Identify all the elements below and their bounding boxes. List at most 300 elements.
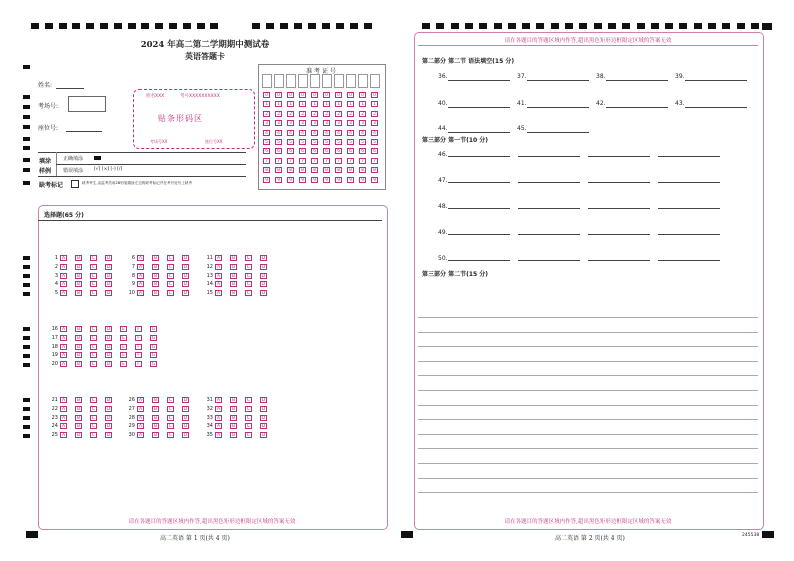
ticket-digit-bubble[interactable]: 0	[275, 92, 282, 98]
ticket-digit-bubble[interactable]: 4	[323, 130, 330, 136]
grammar-blank[interactable]	[527, 107, 589, 108]
answer-bubble[interactable]: C	[91, 335, 96, 341]
ticket-digit-bubble[interactable]: 6	[371, 148, 378, 154]
correction-line[interactable]	[518, 156, 580, 157]
ticket-digit-bubble[interactable]: 9	[347, 177, 354, 183]
writing-line[interactable]	[418, 317, 758, 318]
answer-bubble[interactable]: F	[135, 344, 142, 350]
answer-bubble[interactable]: D	[106, 335, 111, 341]
ticket-digit-bubble[interactable]: 2	[287, 111, 294, 117]
writing-line[interactable]	[418, 332, 758, 333]
answer-bubble[interactable]: C	[91, 256, 96, 261]
ticket-digit-bubble[interactable]: 6	[335, 148, 342, 154]
answer-bubble[interactable]: B	[76, 353, 81, 359]
ticket-digit-bubble[interactable]: 5	[299, 139, 306, 145]
ticket-digit-bubble[interactable]: 6	[311, 148, 318, 154]
answer-bubble[interactable]: B	[76, 398, 81, 403]
answer-bubble[interactable]: A	[61, 353, 66, 359]
writing-line[interactable]	[418, 478, 758, 479]
answer-bubble[interactable]: D	[106, 273, 111, 279]
ticket-digit-bubble[interactable]: 7	[335, 158, 342, 164]
answer-bubble[interactable]: D	[261, 398, 266, 403]
ticket-digit-bubble[interactable]: 2	[371, 111, 378, 117]
ticket-digit-bubble[interactable]: 8	[371, 167, 378, 173]
correction-line[interactable]	[588, 156, 650, 157]
answer-bubble[interactable]: A	[138, 433, 143, 439]
answer-bubble[interactable]: A	[61, 264, 66, 270]
ticket-digit-bubble[interactable]: 6	[287, 148, 294, 154]
answer-bubble[interactable]: B	[76, 327, 81, 332]
ticket-digit-bubble[interactable]: 5	[347, 139, 354, 145]
answer-bubble[interactable]: A	[61, 327, 66, 332]
answer-bubble[interactable]: D	[183, 398, 188, 403]
ticket-digit-bubble[interactable]: 7	[287, 158, 294, 164]
writing-line[interactable]	[418, 390, 758, 391]
answer-bubble[interactable]: B	[76, 362, 81, 368]
answer-bubble[interactable]: A	[138, 398, 143, 403]
answer-bubble[interactable]: C	[91, 264, 96, 270]
answer-bubble[interactable]: C	[91, 406, 96, 412]
answer-bubble[interactable]: D	[261, 256, 266, 261]
correction-line[interactable]	[448, 182, 510, 183]
grammar-blank[interactable]	[527, 80, 589, 81]
ticket-digit-bubble[interactable]: 1	[371, 101, 378, 107]
answer-bubble[interactable]: D	[106, 256, 111, 261]
answer-bubble[interactable]: C	[91, 398, 96, 403]
ticket-digit-bubble[interactable]: 8	[299, 167, 306, 173]
answer-bubble[interactable]: G	[151, 344, 156, 350]
ticket-digit-bubble[interactable]: 3	[371, 120, 378, 126]
ticket-digit-bubble[interactable]: 5	[371, 139, 378, 145]
ticket-digit-bubble[interactable]: 0	[323, 92, 330, 98]
answer-bubble[interactable]: B	[231, 256, 236, 261]
answer-bubble[interactable]: C	[168, 291, 173, 297]
answer-bubble[interactable]: B	[76, 433, 81, 439]
answer-bubble[interactable]: G	[151, 327, 156, 332]
grammar-blank[interactable]	[685, 80, 747, 81]
answer-bubble[interactable]: B	[153, 406, 158, 412]
answer-bubble[interactable]: C	[246, 264, 251, 270]
writing-line[interactable]	[418, 492, 758, 493]
ticket-digit-bubble[interactable]: 5	[275, 139, 282, 145]
answer-bubble[interactable]: D	[106, 327, 111, 332]
answer-bubble[interactable]: D	[261, 291, 266, 297]
answer-bubble[interactable]: B	[76, 415, 81, 421]
answer-bubble[interactable]: C	[91, 327, 96, 332]
ticket-digit-bubble[interactable]: 7	[371, 158, 378, 164]
ticket-digit-bubble[interactable]: 1	[311, 101, 318, 107]
ticket-digit-bubble[interactable]: 9	[335, 177, 342, 183]
ticket-digit-bubble[interactable]: 9	[287, 177, 294, 183]
answer-bubble[interactable]: C	[168, 398, 173, 403]
writing-line[interactable]	[418, 434, 758, 435]
answer-bubble[interactable]: D	[183, 264, 188, 270]
answer-bubble[interactable]: A	[61, 291, 66, 297]
answer-bubble[interactable]: D	[106, 424, 111, 430]
answer-bubble[interactable]: A	[216, 398, 221, 403]
answer-bubble[interactable]: C	[91, 424, 96, 430]
ticket-digit-bubble[interactable]: 6	[263, 148, 270, 154]
answer-bubble[interactable]: B	[231, 264, 236, 270]
answer-bubble[interactable]: B	[153, 291, 158, 297]
answer-bubble[interactable]: B	[153, 264, 158, 270]
answer-bubble[interactable]: C	[91, 291, 96, 297]
answer-bubble[interactable]: D	[183, 415, 188, 421]
ticket-digit-bubble[interactable]: 4	[359, 130, 366, 136]
answer-bubble[interactable]: D	[183, 282, 188, 288]
ticket-digit-bubble[interactable]: 4	[311, 130, 318, 136]
answer-bubble[interactable]: D	[261, 433, 266, 439]
answer-bubble[interactable]: A	[138, 256, 143, 261]
answer-bubble[interactable]: B	[76, 282, 81, 288]
answer-bubble[interactable]: F	[135, 361, 142, 367]
ticket-digit-bubble[interactable]: 2	[359, 111, 366, 117]
exam-room-field[interactable]	[68, 96, 106, 112]
answer-bubble[interactable]: A	[216, 282, 221, 288]
ticket-digit-bubble[interactable]: 6	[299, 148, 306, 154]
ticket-digit-bubble[interactable]: 3	[323, 120, 330, 126]
ticket-digit-bubble[interactable]: 3	[335, 120, 342, 126]
answer-bubble[interactable]: C	[91, 433, 96, 439]
answer-bubble[interactable]: B	[76, 406, 81, 412]
correction-line[interactable]	[658, 234, 720, 235]
ticket-digit-bubble[interactable]: 1	[335, 101, 342, 107]
answer-bubble[interactable]: B	[153, 433, 158, 439]
writing-line[interactable]	[418, 448, 758, 449]
ticket-digit-bubble[interactable]: 9	[359, 177, 366, 183]
ticket-digit-bubble[interactable]: 0	[359, 92, 366, 98]
correction-line[interactable]	[448, 234, 510, 235]
grammar-blank[interactable]	[448, 80, 510, 81]
ticket-digit-bubble[interactable]: 4	[275, 130, 282, 136]
ticket-digit-bubble[interactable]: 4	[263, 130, 270, 136]
correction-line[interactable]	[518, 260, 580, 261]
answer-bubble[interactable]: B	[76, 256, 81, 261]
answer-bubble[interactable]: A	[61, 424, 66, 430]
ticket-digit-bubble[interactable]: 8	[347, 167, 354, 173]
ticket-digit-bubble[interactable]: 8	[311, 167, 318, 173]
ticket-digit-bubble[interactable]: 2	[335, 111, 342, 117]
correction-line[interactable]	[588, 234, 650, 235]
answer-bubble[interactable]: D	[106, 282, 111, 288]
answer-bubble[interactable]: C	[91, 353, 96, 359]
answer-bubble[interactable]: A	[61, 415, 66, 421]
ticket-digit-bubble[interactable]: 8	[323, 167, 330, 173]
ticket-digit-bubble[interactable]: 0	[263, 92, 270, 98]
answer-bubble[interactable]: D	[183, 406, 188, 412]
ticket-digit-bubble[interactable]: 7	[311, 158, 318, 164]
answer-bubble[interactable]: B	[153, 282, 158, 288]
correction-line[interactable]	[658, 208, 720, 209]
correction-line[interactable]	[588, 208, 650, 209]
answer-bubble[interactable]: A	[216, 406, 221, 412]
answer-bubble[interactable]: B	[153, 273, 158, 279]
writing-line[interactable]	[418, 375, 758, 376]
answer-bubble[interactable]: D	[261, 273, 266, 279]
answer-bubble[interactable]: C	[168, 424, 173, 430]
answer-bubble[interactable]: C	[246, 433, 251, 439]
answer-bubble[interactable]: A	[216, 291, 221, 297]
answer-bubble[interactable]: B	[231, 291, 236, 297]
answer-bubble[interactable]: B	[76, 344, 81, 350]
grammar-blank[interactable]	[448, 107, 510, 108]
answer-bubble[interactable]: D	[183, 433, 188, 439]
ticket-digit-bubble[interactable]: 7	[347, 158, 354, 164]
answer-bubble[interactable]: B	[153, 424, 158, 430]
correction-line[interactable]	[658, 260, 720, 261]
ticket-digit-bubble[interactable]: 9	[275, 177, 282, 183]
correction-line[interactable]	[588, 260, 650, 261]
correction-line[interactable]	[518, 234, 580, 235]
ticket-digit-bubble[interactable]: 5	[335, 139, 342, 145]
ticket-digit-bubble[interactable]: 0	[371, 92, 378, 98]
answer-bubble[interactable]: C	[91, 344, 96, 350]
answer-bubble[interactable]: B	[153, 415, 158, 421]
ticket-digit-bubble[interactable]: 3	[347, 120, 354, 126]
answer-bubble[interactable]: A	[138, 406, 143, 412]
ticket-digit-bubble[interactable]: 1	[263, 101, 270, 107]
ticket-digit-bubble[interactable]: 6	[275, 148, 282, 154]
answer-bubble[interactable]: B	[231, 273, 236, 279]
ticket-digit-bubble[interactable]: 8	[359, 167, 366, 173]
writing-line[interactable]	[418, 463, 758, 464]
answer-bubble[interactable]: B	[76, 273, 81, 279]
answer-bubble[interactable]: C	[246, 424, 251, 430]
answer-bubble[interactable]: G	[151, 353, 156, 359]
answer-bubble[interactable]: B	[231, 406, 236, 412]
answer-bubble[interactable]: D	[183, 273, 188, 279]
seat-field[interactable]	[66, 131, 102, 132]
answer-bubble[interactable]: B	[231, 424, 236, 430]
answer-bubble[interactable]: A	[216, 273, 221, 279]
ticket-digit-bubble[interactable]: 9	[263, 177, 270, 183]
answer-bubble[interactable]: A	[61, 273, 66, 279]
answer-bubble[interactable]: F	[135, 335, 142, 341]
ticket-digit-bubble[interactable]: 7	[323, 158, 330, 164]
answer-bubble[interactable]: A	[216, 415, 221, 421]
ticket-digit-bubble[interactable]: 6	[323, 148, 330, 154]
answer-bubble[interactable]: B	[153, 398, 158, 403]
writing-line[interactable]	[418, 361, 758, 362]
ticket-digit-bubble[interactable]: 8	[275, 167, 282, 173]
answer-bubble[interactable]: E	[120, 326, 127, 332]
correction-line[interactable]	[518, 208, 580, 209]
answer-bubble[interactable]: E	[120, 335, 127, 341]
writing-line[interactable]	[418, 405, 758, 406]
answer-bubble[interactable]: A	[216, 433, 221, 439]
ticket-digit-bubble[interactable]: 2	[263, 111, 270, 117]
answer-bubble[interactable]: C	[168, 273, 173, 279]
answer-bubble[interactable]: D	[183, 424, 188, 430]
answer-bubble[interactable]: A	[138, 424, 143, 430]
ticket-digit-bubble[interactable]: 8	[263, 167, 270, 173]
answer-bubble[interactable]: B	[231, 433, 236, 439]
answer-bubble[interactable]: D	[106, 398, 111, 403]
writing-line[interactable]	[418, 346, 758, 347]
grammar-blank[interactable]	[606, 107, 668, 108]
answer-bubble[interactable]: A	[61, 398, 66, 403]
answer-bubble[interactable]: D	[106, 362, 111, 368]
ticket-digit-bubble[interactable]: 1	[323, 101, 330, 107]
answer-bubble[interactable]: A	[61, 406, 66, 412]
answer-bubble[interactable]: D	[261, 282, 266, 288]
ticket-digit-bubble[interactable]: 3	[287, 120, 294, 126]
ticket-digit-bubble[interactable]: 9	[371, 177, 378, 183]
correction-line[interactable]	[448, 156, 510, 157]
ticket-digit-bubble[interactable]: 6	[359, 148, 366, 154]
answer-bubble[interactable]: D	[183, 256, 188, 261]
ticket-digit-bubble[interactable]: 9	[323, 177, 330, 183]
answer-bubble[interactable]: C	[168, 433, 173, 439]
answer-bubble[interactable]: A	[61, 344, 66, 350]
ticket-digit-bubble[interactable]: 5	[323, 139, 330, 145]
ticket-digit-bubble[interactable]: 6	[347, 148, 354, 154]
ticket-digit-bubble[interactable]: 8	[335, 167, 342, 173]
ticket-digit-bubble[interactable]: 5	[287, 139, 294, 145]
ticket-digit-bubble[interactable]: 7	[275, 158, 282, 164]
ticket-digit-bubble[interactable]: 5	[263, 139, 270, 145]
answer-bubble[interactable]: D	[261, 424, 266, 430]
answer-bubble[interactable]: B	[76, 335, 81, 341]
answer-bubble[interactable]: D	[183, 291, 188, 297]
ticket-digit-bubble[interactable]: 3	[275, 120, 282, 126]
answer-bubble[interactable]: D	[106, 264, 111, 270]
answer-bubble[interactable]: F	[135, 326, 142, 332]
answer-bubble[interactable]: C	[246, 415, 251, 421]
answer-bubble[interactable]: C	[246, 291, 251, 297]
answer-bubble[interactable]: C	[246, 406, 251, 412]
answer-bubble[interactable]: C	[91, 415, 96, 421]
ticket-digit-bubble[interactable]: 3	[299, 120, 306, 126]
answer-bubble[interactable]: C	[246, 282, 251, 288]
ticket-digit-bubble[interactable]: 2	[275, 111, 282, 117]
ticket-digit-bubble[interactable]: 4	[347, 130, 354, 136]
ticket-digit-bubble[interactable]: 0	[287, 92, 294, 98]
answer-bubble[interactable]: A	[61, 282, 66, 288]
ticket-digit-bubble[interactable]: 4	[287, 130, 294, 136]
writing-line[interactable]	[418, 419, 758, 420]
answer-bubble[interactable]: A	[216, 264, 221, 270]
answer-bubble[interactable]: C	[91, 362, 96, 368]
answer-bubble[interactable]: A	[61, 362, 66, 368]
answer-bubble[interactable]: A	[61, 433, 66, 439]
answer-bubble[interactable]: C	[168, 256, 173, 261]
answer-bubble[interactable]: C	[91, 273, 96, 279]
correction-line[interactable]	[658, 156, 720, 157]
ticket-digit-bubble[interactable]: 0	[311, 92, 318, 98]
answer-bubble[interactable]: E	[120, 344, 127, 350]
ticket-digit-bubble[interactable]: 9	[299, 177, 306, 183]
answer-bubble[interactable]: D	[106, 406, 111, 412]
ticket-digit-bubble[interactable]: 0	[335, 92, 342, 98]
answer-bubble[interactable]: D	[106, 344, 111, 350]
answer-bubble[interactable]: A	[61, 256, 66, 261]
grammar-blank[interactable]	[685, 107, 747, 108]
ticket-digit-bubble[interactable]: 0	[347, 92, 354, 98]
answer-bubble[interactable]: C	[168, 415, 173, 421]
answer-bubble[interactable]: A	[138, 282, 143, 288]
ticket-digit-bubble[interactable]: 7	[299, 158, 306, 164]
correction-line[interactable]	[448, 208, 510, 209]
answer-bubble[interactable]: A	[138, 273, 143, 279]
ticket-digit-bubble[interactable]: 1	[287, 101, 294, 107]
answer-bubble[interactable]: B	[76, 264, 81, 270]
grammar-blank[interactable]	[606, 80, 668, 81]
answer-bubble[interactable]: D	[261, 406, 266, 412]
ticket-digit-bubble[interactable]: 5	[359, 139, 366, 145]
answer-bubble[interactable]: C	[246, 273, 251, 279]
answer-bubble[interactable]: B	[76, 424, 81, 430]
answer-bubble[interactable]: E	[120, 352, 127, 358]
ticket-digit-bubble[interactable]: 4	[335, 130, 342, 136]
answer-bubble[interactable]: D	[261, 264, 266, 270]
ticket-digit-bubble[interactable]: 4	[299, 130, 306, 136]
answer-bubble[interactable]: C	[168, 264, 173, 270]
answer-bubble[interactable]: D	[106, 415, 111, 421]
answer-bubble[interactable]: A	[216, 424, 221, 430]
ticket-digit-bubble[interactable]: 1	[347, 101, 354, 107]
answer-bubble[interactable]: E	[120, 361, 127, 367]
ticket-digit-bubble[interactable]: 0	[299, 92, 306, 98]
correction-line[interactable]	[518, 182, 580, 183]
ticket-digit-bubble[interactable]: 3	[311, 120, 318, 126]
answer-bubble[interactable]: A	[138, 264, 143, 270]
ticket-digit-bubble[interactable]: 7	[263, 158, 270, 164]
absent-checkbox[interactable]	[71, 180, 79, 188]
grammar-blank[interactable]	[448, 132, 510, 133]
answer-bubble[interactable]: D	[106, 433, 111, 439]
answer-bubble[interactable]: B	[231, 282, 236, 288]
ticket-digit-bubble[interactable]: 2	[311, 111, 318, 117]
ticket-digit-bubble[interactable]: 1	[275, 101, 282, 107]
answer-bubble[interactable]: D	[106, 291, 111, 297]
answer-bubble[interactable]: C	[91, 282, 96, 288]
name-field[interactable]	[56, 88, 84, 89]
ticket-digit-bubble[interactable]: 1	[359, 101, 366, 107]
ticket-digit-bubble[interactable]: 9	[311, 177, 318, 183]
answer-bubble[interactable]: C	[168, 406, 173, 412]
ticket-digit-bubble[interactable]: 5	[311, 139, 318, 145]
answer-bubble[interactable]: A	[216, 256, 221, 261]
grammar-blank[interactable]	[527, 132, 589, 133]
ticket-digit-bubble[interactable]: 1	[299, 101, 306, 107]
answer-bubble[interactable]: A	[61, 335, 66, 341]
answer-bubble[interactable]: B	[76, 291, 81, 297]
answer-bubble[interactable]: B	[153, 256, 158, 261]
answer-bubble[interactable]: G	[151, 362, 156, 368]
answer-bubble[interactable]: B	[231, 398, 236, 403]
answer-bubble[interactable]: C	[168, 282, 173, 288]
answer-bubble[interactable]: G	[151, 335, 156, 341]
ticket-digit-bubble[interactable]: 3	[263, 120, 270, 126]
answer-bubble[interactable]: F	[135, 352, 142, 358]
correction-line[interactable]	[588, 182, 650, 183]
ticket-digit-bubble[interactable]: 2	[323, 111, 330, 117]
ticket-digit-bubble[interactable]: 2	[347, 111, 354, 117]
ticket-digit-bubble[interactable]: 7	[359, 158, 366, 164]
ticket-digit-bubble[interactable]: 3	[359, 120, 366, 126]
answer-bubble[interactable]: D	[106, 353, 111, 359]
correction-line[interactable]	[448, 260, 510, 261]
correction-line[interactable]	[658, 182, 720, 183]
answer-bubble[interactable]: B	[231, 415, 236, 421]
answer-bubble[interactable]: C	[246, 256, 251, 261]
answer-bubble[interactable]: D	[261, 415, 266, 421]
ticket-digit-bubble[interactable]: 8	[287, 167, 294, 173]
ticket-digit-bubble[interactable]: 2	[299, 111, 306, 117]
answer-bubble[interactable]: A	[138, 291, 143, 297]
answer-bubble[interactable]: C	[246, 398, 251, 403]
